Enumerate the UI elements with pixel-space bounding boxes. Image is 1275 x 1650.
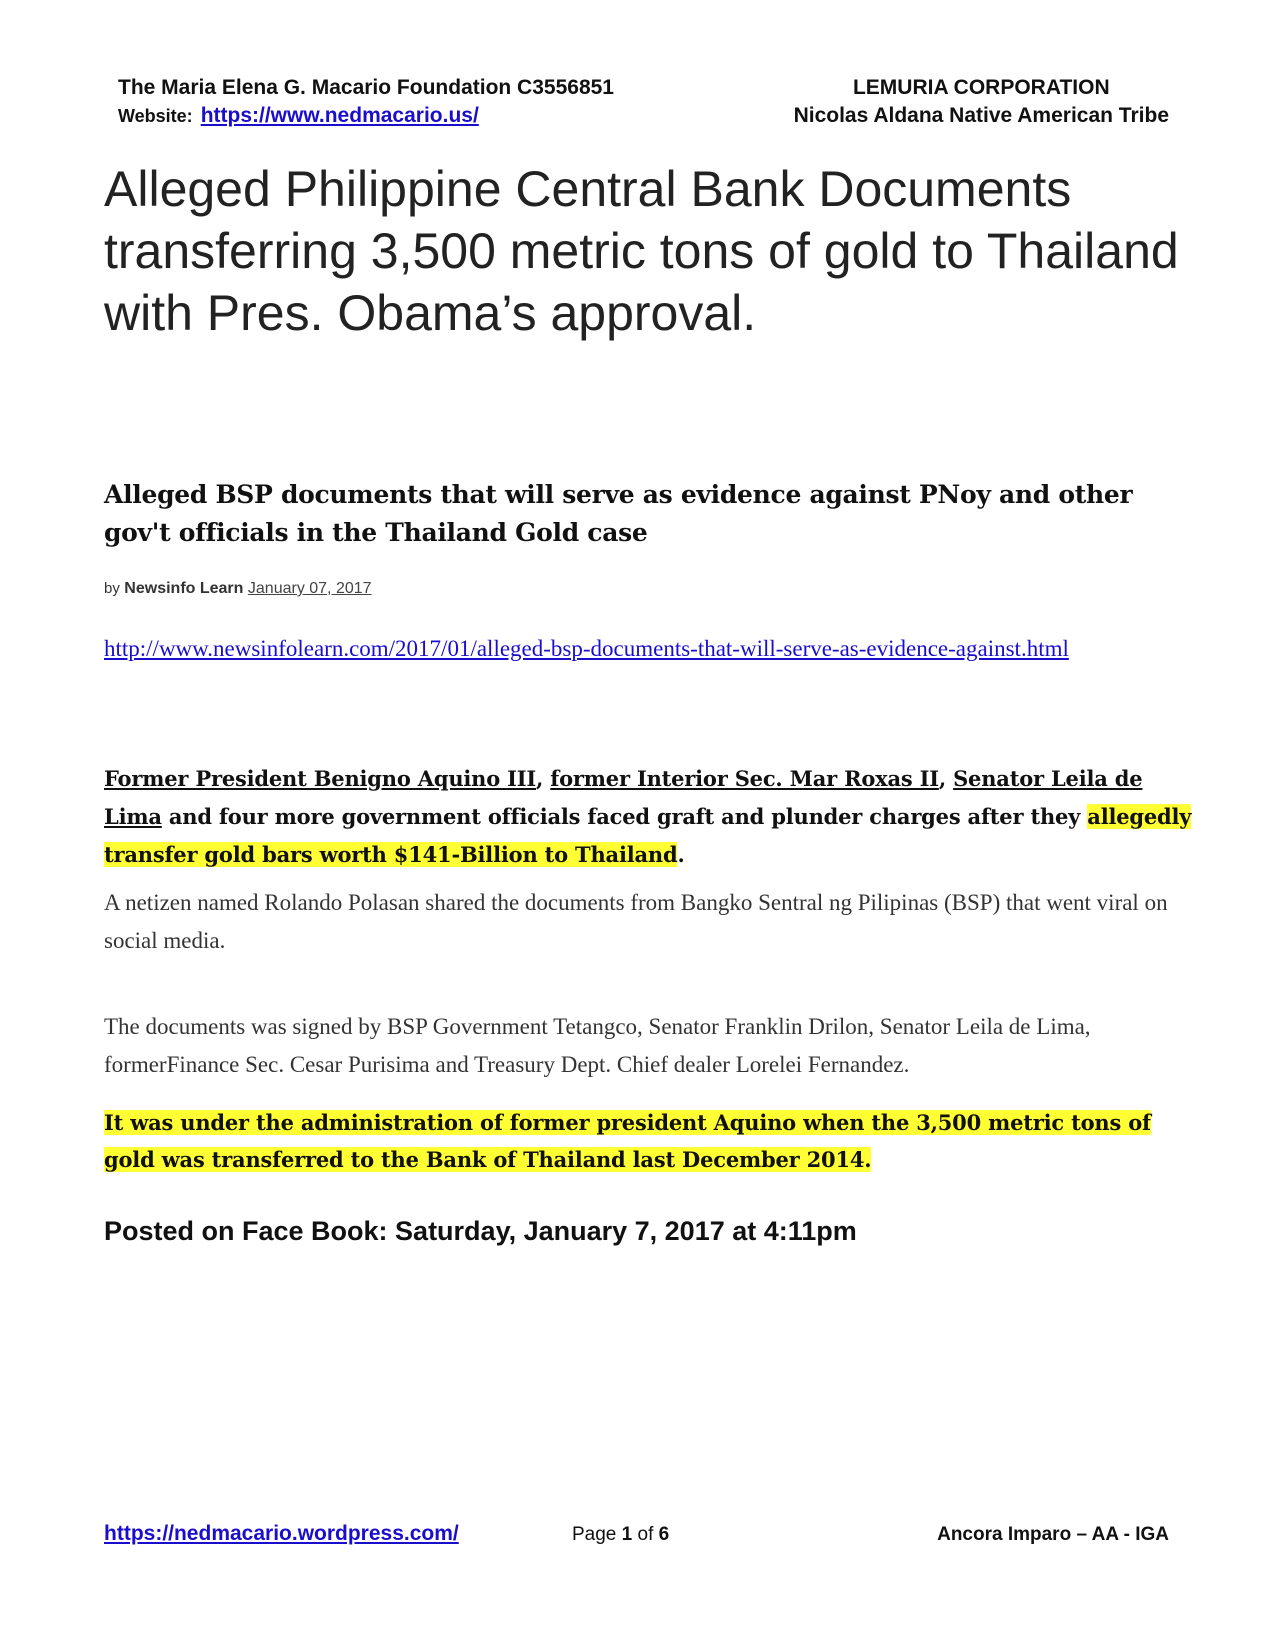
source-link[interactable]: http://www.newsinfolearn.com/2017/01/alleged-bsp-documents-that-will-serve-as-evidence-against.html: [104, 636, 1069, 661]
page-total: 6: [658, 1524, 670, 1545]
para1-end: .: [677, 842, 685, 867]
website-row: [118, 102, 614, 130]
sep-2: ,: [938, 766, 954, 791]
article-subtitle: Alleged BSP documents that will serve as evidence against PNoy and other gov't officials in the Thailand Gold case: [104, 480, 1133, 547]
page-label: Page: [572, 1524, 617, 1545]
byline: [104, 580, 372, 598]
corp-name: LEMURIA CORPORATION: [852, 76, 1110, 99]
website-link[interactable]: https://www.nedmacario.us/: [200, 104, 479, 127]
link-aquino[interactable]: Former President Benigno Aquino III: [104, 766, 537, 791]
highlight-administration: It was under the administration of former president Aquino when the 3,500 metric tons of gold was transferred to the Bank of Thailand last December 2014.: [104, 1110, 1151, 1172]
header-right: [794, 74, 1169, 130]
byline-by: by: [104, 580, 120, 597]
byline-author: Newsinfo Learn: [124, 580, 244, 597]
paragraph-signatories: The documents was signed by BSP Government Tetangco, Senator Franklin Drilon, Senator Leila de Lima, formerFinance Sec. Cesar Purisima and Treasury Dept. Chief dealer Lorelei Fernandez.: [104, 1014, 1091, 1077]
paragraph-charges: [104, 760, 1194, 874]
header-left: [118, 74, 614, 130]
byline-date[interactable]: January 07, 2017: [247, 580, 372, 597]
org-name: The Maria Elena G. Macario Foundation C3556851: [118, 76, 614, 99]
tribe-name: Nicolas Aldana Native American Tribe: [793, 104, 1169, 127]
page-current: 1: [621, 1524, 633, 1545]
paragraph-administration: [104, 1104, 1194, 1178]
link-de-lima[interactable]: Senator Leila de Lima: [104, 766, 1143, 829]
page-number: [572, 1524, 669, 1546]
highlight-transfer: allegedly transfer gold bars worth $141-Billion to Thailand: [104, 804, 1192, 867]
footer-motto: Ancora Imparo – AA - IGA: [937, 1524, 1169, 1545]
page-title: Alleged Philippine Central Bank Documents transferring 3,500 metric tons of gold to Thailand with Pres. Obama’s approval.: [104, 161, 1179, 341]
paragraph-netizen: A netizen named Rolando Polasan shared the documents from Bangko Sentral ng Pilipinas (BSP) that went viral on social media.: [104, 890, 1168, 953]
posted-date: Posted on Face Book: Saturday, January 7, 2017 at 4:11pm: [104, 1216, 857, 1246]
page-of: of: [637, 1524, 654, 1545]
para1-text: and four more government officials faced graft and plunder charges after they: [161, 804, 1088, 829]
sep-1: ,: [536, 766, 551, 791]
footer-link[interactable]: https://nedmacario.wordpress.com/: [104, 1522, 459, 1545]
link-roxas[interactable]: former Interior Sec. Mar Roxas II: [550, 766, 939, 791]
website-label: Website:: [118, 106, 193, 126]
